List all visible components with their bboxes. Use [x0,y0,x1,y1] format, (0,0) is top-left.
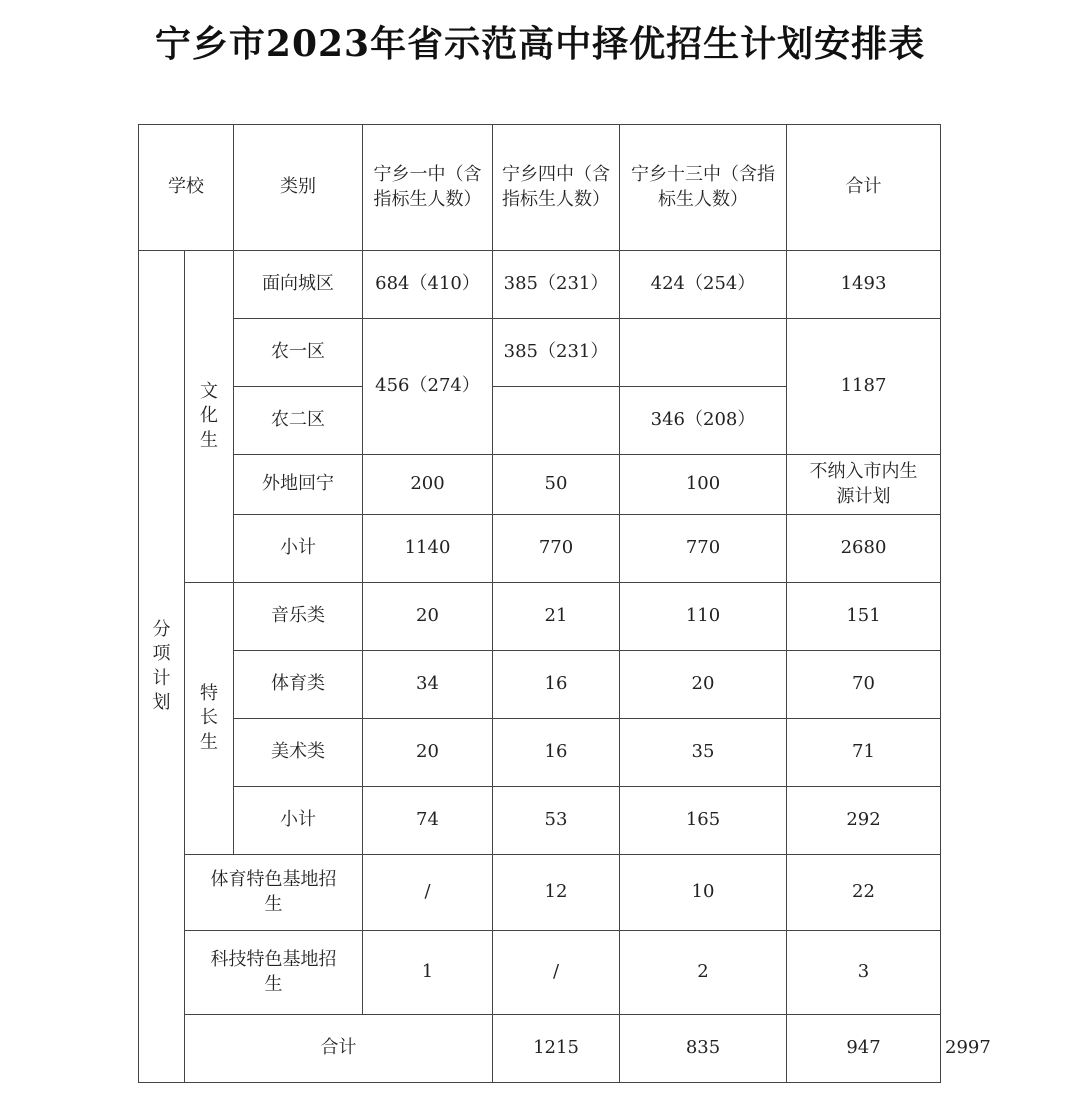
header-category: 类别 [234,125,363,251]
cell-grand-total-no13: 947 [787,1015,941,1083]
group-label-special: 特长生 [185,583,234,855]
cell-outside-no13: 100 [620,455,787,515]
group-label-culture: 文化生 [185,251,234,583]
cell-rural2-no4 [493,387,620,455]
cell-sports-base-total: 22 [787,855,941,931]
row-label-music: 音乐类 [234,583,363,651]
cell-art-no1: 20 [363,719,493,787]
cell-tech-base-no1: 1 [363,931,493,1015]
cell-culture-subtotal-no13: 770 [620,515,787,583]
cell-sports-base-no4: 12 [493,855,620,931]
cell-art-total: 71 [787,719,941,787]
table-row [139,455,941,515]
cell-music-no1: 20 [363,583,493,651]
row-label-grand-total: 合计 [185,1015,493,1083]
cell-special-subtotal-no13: 165 [620,787,787,855]
cell-rural-no1: 456（274） [363,319,493,455]
table-row [139,251,941,319]
row-label-sports-base: 体育特色基地招生 [185,855,363,931]
cell-music-total: 151 [787,583,941,651]
row-label-urban: 面向城区 [234,251,363,319]
row-label-art: 美术类 [234,719,363,787]
cell-art-no4: 16 [493,719,620,787]
cell-rural-total: 1187 [787,319,941,455]
cell-pe-no13: 20 [620,651,787,719]
cell-rural2-no13: 346（208） [620,387,787,455]
header-total: 合计 [787,125,941,251]
cell-outside-total: 不纳入市内生源计划 [787,455,941,515]
table-row [139,319,941,387]
header-ningxiang-no1: 宁乡一中（含指标生人数） [363,125,493,251]
header-ningxiang-no4: 宁乡四中（含指标生人数） [493,125,620,251]
cell-culture-subtotal-total: 2680 [787,515,941,583]
table-row [139,583,941,651]
cell-grand-total-no4: 835 [620,1015,787,1083]
cell-rural1-no4: 385（231） [493,319,620,387]
header-school: 学校 [139,125,234,251]
row-label-tech-base: 科技特色基地招生 [185,931,363,1015]
cell-urban-no4: 385（231） [493,251,620,319]
row-label-special-subtotal: 小计 [234,787,363,855]
table-row [139,515,941,583]
cell-culture-subtotal-no4: 770 [493,515,620,583]
header-ningxiang-no13: 宁乡十三中（含指标生人数） [620,125,787,251]
enrollment-plan-table [138,124,991,1083]
cell-music-no4: 21 [493,583,620,651]
cell-special-subtotal-no1: 74 [363,787,493,855]
cell-special-subtotal-no4: 53 [493,787,620,855]
row-label-rural2: 农二区 [234,387,363,455]
cell-sports-base-no1: / [363,855,493,931]
table-row [139,651,941,719]
table-row [139,787,941,855]
cell-art-no13: 35 [620,719,787,787]
cell-urban-no13: 424（254） [620,251,787,319]
cell-outside-no4: 50 [493,455,620,515]
cell-urban-no1: 684（410） [363,251,493,319]
cell-sports-base-no13: 10 [620,855,787,931]
cell-tech-base-total: 3 [787,931,941,1015]
cell-rural1-no13 [620,319,787,387]
cell-tech-base-no4: / [493,931,620,1015]
row-label-pe: 体育类 [234,651,363,719]
page-title: 宁乡市2023年省示范高中择优招生计划安排表 [154,23,926,65]
cell-special-subtotal-total: 292 [787,787,941,855]
row-label-culture-subtotal: 小计 [234,515,363,583]
cell-outside-no1: 200 [363,455,493,515]
group-label-plan: 分项计划 [139,251,185,1083]
table-row [139,719,941,787]
cell-culture-subtotal-no1: 1140 [363,515,493,583]
cell-tech-base-no13: 2 [620,931,787,1015]
cell-urban-total: 1493 [787,251,941,319]
header-row [139,125,941,251]
row-label-outside: 外地回宁 [234,455,363,515]
cell-pe-total: 70 [787,651,941,719]
cell-pe-no1: 34 [363,651,493,719]
cell-pe-no4: 16 [493,651,620,719]
table-row [139,855,941,931]
table-row [139,931,941,1015]
cell-music-no13: 110 [620,583,787,651]
table-row: 合计 1215 835 947 2997 [139,1015,941,1083]
cell-grand-total-no1: 1215 [493,1015,620,1083]
row-label-rural1: 农一区 [234,319,363,387]
